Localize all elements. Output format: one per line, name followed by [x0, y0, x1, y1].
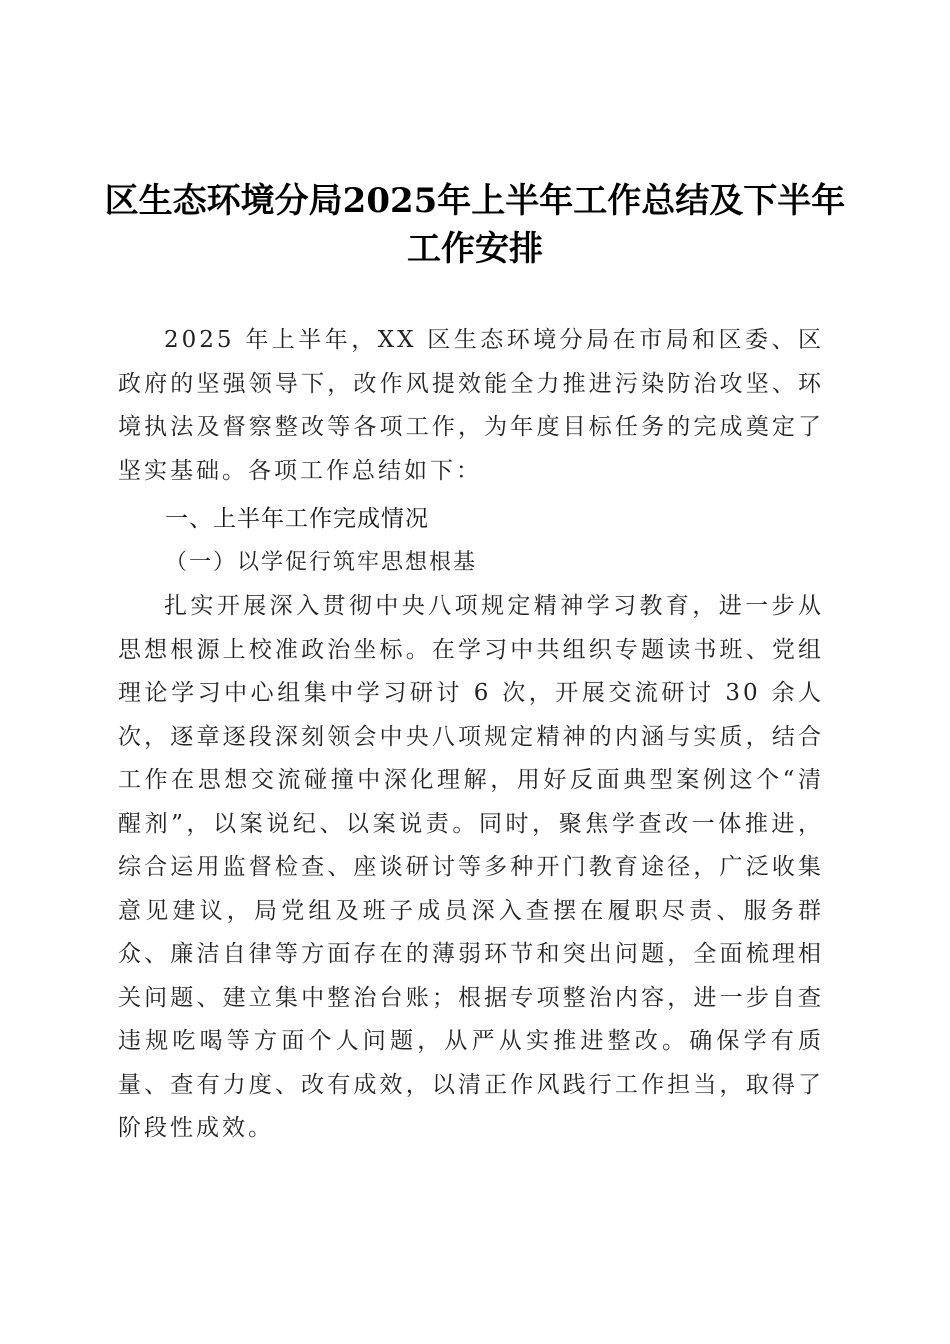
document-title: 区生态环境分局2025年上半年工作总结及下半年工作安排 [104, 181, 846, 269]
section-heading: 一、上半年工作完成情况 [165, 506, 429, 532]
subsection-body-paragraph: 扎实开展深入贯彻中央八项规定精神学习教育，进一步从思想根源上校准政治坐标。在学习中共组织专题读书班、党组理论学习中心组集中学习研讨 6 次，开展交流研讨 30 余人次，逐章逐段深刻领会中央八项规定精神的内涵与实质，结合工作在思想交流碰撞中深化理解，用好反面典型案例这个“清醒剂”，以案说纪、以案说责。同时，聚焦学查改一体推进，综合运用监督检查、座谈研讨等多种开门教育途径，广泛收集意见建议，局党组及班子成员深入查摆在履职尽责、服务群众、廉洁自律等方面存在的薄弱环节和突出问题，全面梳理相关问题、建立集中整治台账；根据专项整治内容，进一步自查违规吃喝等方面个人问题，从严从实推进整改。确保学有质量、查有力度、改有成效，以清正作风践行工作担当，取得了阶段性成效。 [118, 593, 824, 1141]
intro-paragraph: 2025 年上半年，XX 区生态环境分局在市局和区委、区政府的坚强领导下，改作风提效能全力推进污染防治攻坚、环境执法及督察整改等各项工作，为年度目标任务的完成奠定了坚实基础。各项工作总结如下： [118, 327, 824, 484]
subsection-heading: （一）以学促行筑牢思想根基 [165, 550, 478, 575]
